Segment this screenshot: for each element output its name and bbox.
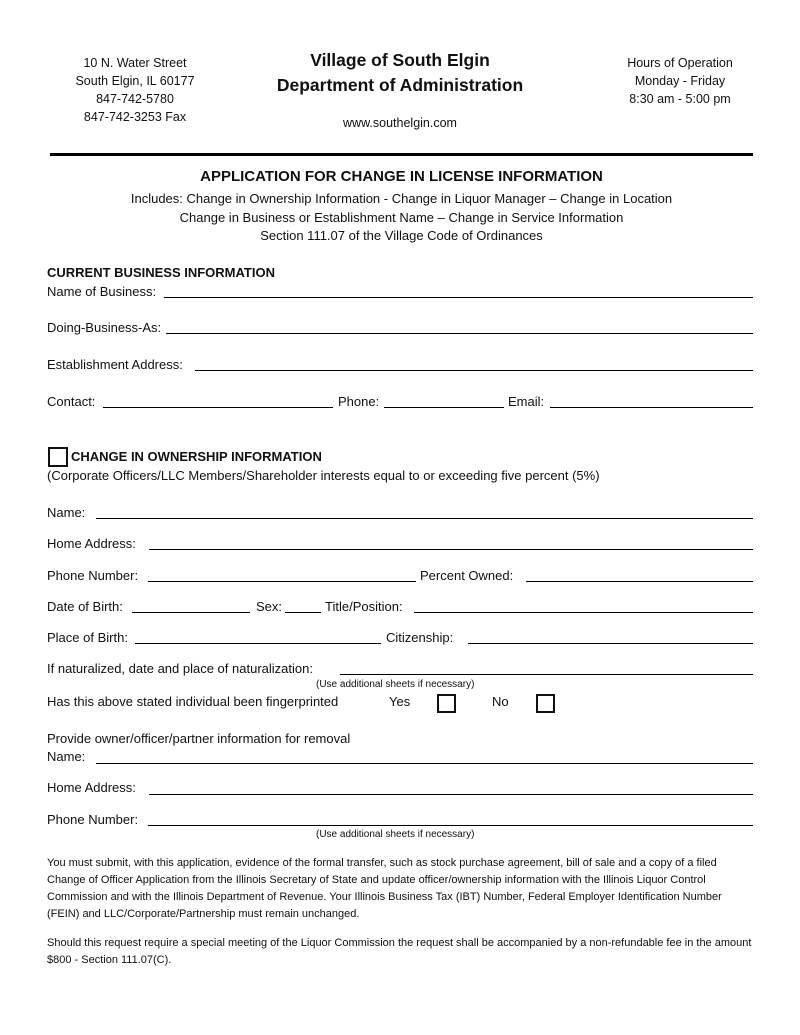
establishment-address-field[interactable]	[195, 370, 753, 371]
business-name-field[interactable]	[164, 297, 753, 298]
website: www.southelgin.com	[343, 116, 457, 130]
fingerprint-question: Has this above stated individual been fingerprinted	[47, 694, 339, 709]
address-city: South Elgin, IL 60177	[75, 74, 195, 88]
address-fax: 847-742-3253 Fax	[83, 110, 187, 124]
ownership-change-checkbox[interactable]	[48, 447, 68, 467]
phone-label: Phone:	[338, 394, 380, 409]
hours-days: Monday - Friday	[634, 74, 726, 88]
email-label: Email:	[508, 394, 545, 409]
owner-name-label: Name:	[47, 505, 86, 520]
fingerprint-yes-label: Yes	[389, 694, 411, 709]
includes-line-3: Section 111.07 of the Village Code of Ordinances	[260, 228, 543, 243]
owner-phone-label: Phone Number:	[47, 568, 139, 583]
dob-field[interactable]	[132, 612, 250, 613]
dob-label: Date of Birth:	[47, 599, 123, 614]
removal-sheets-note: (Use additional sheets if necessary)	[316, 829, 475, 840]
current-business-heading: CURRENT BUSINESS INFORMATION	[47, 265, 275, 280]
village-name: Village of South Elgin	[310, 50, 490, 70]
contact-field[interactable]	[103, 407, 333, 408]
owner-name-field[interactable]	[96, 518, 753, 519]
citizenship-field[interactable]	[468, 643, 753, 644]
owner-home-address-label: Home Address:	[47, 536, 136, 551]
naturalization-field[interactable]	[340, 674, 753, 675]
establishment-address-label: Establishment Address:	[47, 357, 183, 372]
removal-home-address-label: Home Address:	[47, 780, 136, 795]
naturalization-label: If naturalized, date and place of naturalization:	[47, 661, 313, 676]
removal-name-field[interactable]	[96, 763, 753, 764]
dba-field[interactable]	[166, 333, 753, 334]
fingerprint-no-checkbox[interactable]	[536, 694, 555, 713]
hours-times: 8:30 am - 5:00 pm	[629, 92, 731, 106]
hours-heading: Hours of Operation	[627, 56, 733, 70]
removal-name-label: Name:	[47, 749, 86, 764]
pob-label: Place of Birth:	[47, 630, 128, 645]
percent-owned-field[interactable]	[526, 581, 753, 582]
pob-field[interactable]	[135, 643, 381, 644]
fingerprint-no-label: No	[492, 694, 509, 709]
title-position-label: Title/Position:	[325, 599, 403, 614]
dba-label: Doing-Business-As:	[47, 320, 162, 335]
address-street: 10 N. Water Street	[83, 56, 187, 70]
additional-sheets-note: (Use additional sheets if necessary)	[316, 679, 475, 690]
email-field[interactable]	[550, 407, 753, 408]
removal-phone-label: Phone Number:	[47, 812, 139, 827]
includes-line-1: Includes: Change in Ownership Information - Change in Liquor Manager – Change in Location	[130, 191, 673, 206]
fingerprint-yes-checkbox[interactable]	[437, 694, 456, 713]
removal-phone-field[interactable]	[148, 825, 753, 826]
header-divider	[50, 153, 753, 156]
ownership-heading: CHANGE IN OWNERSHIP INFORMATION	[71, 449, 322, 464]
page-title	[220, 48, 580, 98]
transfer-evidence-paragraph: You must submit, with this application, evidence of the formal transfer, such as stock purchase agreement, bill of sale and a copy of a filed Change of Officer Application from the Illinois Secretary of State and update officer/ownership information with the Illinois Liquor Control Commission and with the Illinois Department of Revenue. Your Illinois Business Tax (IBT) Number, Federal Employer Identification Number (FEIN) and LLC/Corporate/Partnership must remain unchanged.	[47, 857, 722, 920]
special-meeting-fee-paragraph: Should this request require a special meeting of the Liquor Commission the request shall be accompanied by a non-refundable fee in the amount $800 - Section 111.07(C).	[47, 937, 752, 966]
ownership-subheading: (Corporate Officers/LLC Members/Shareholder interests equal to or exceeding five percent (5%)	[47, 468, 600, 483]
percent-owned-label: Percent Owned:	[420, 568, 514, 583]
business-name-label: Name of Business:	[47, 284, 157, 299]
owner-home-address-field[interactable]	[149, 549, 753, 550]
contact-label: Contact:	[47, 394, 96, 409]
department-name: Department of Administration	[276, 75, 524, 95]
removal-home-address-field[interactable]	[149, 794, 753, 795]
owner-phone-field[interactable]	[148, 581, 416, 582]
citizenship-label: Citizenship:	[386, 630, 454, 645]
includes-line-2: Change in Business or Establishment Name – Change in Service Information	[179, 209, 624, 225]
sex-label: Sex:	[256, 599, 283, 614]
application-includes	[50, 190, 753, 246]
sex-field[interactable]	[285, 612, 321, 613]
phone-field[interactable]	[384, 407, 504, 408]
title-position-field[interactable]	[414, 612, 753, 613]
hours-of-operation	[590, 54, 770, 108]
address-phone: 847-742-5780	[96, 92, 174, 106]
application-title: APPLICATION FOR CHANGE IN LICENSE INFORMATION	[200, 168, 603, 185]
removal-heading: Provide owner/officer/partner information for removal	[47, 731, 351, 746]
village-address	[40, 54, 230, 126]
